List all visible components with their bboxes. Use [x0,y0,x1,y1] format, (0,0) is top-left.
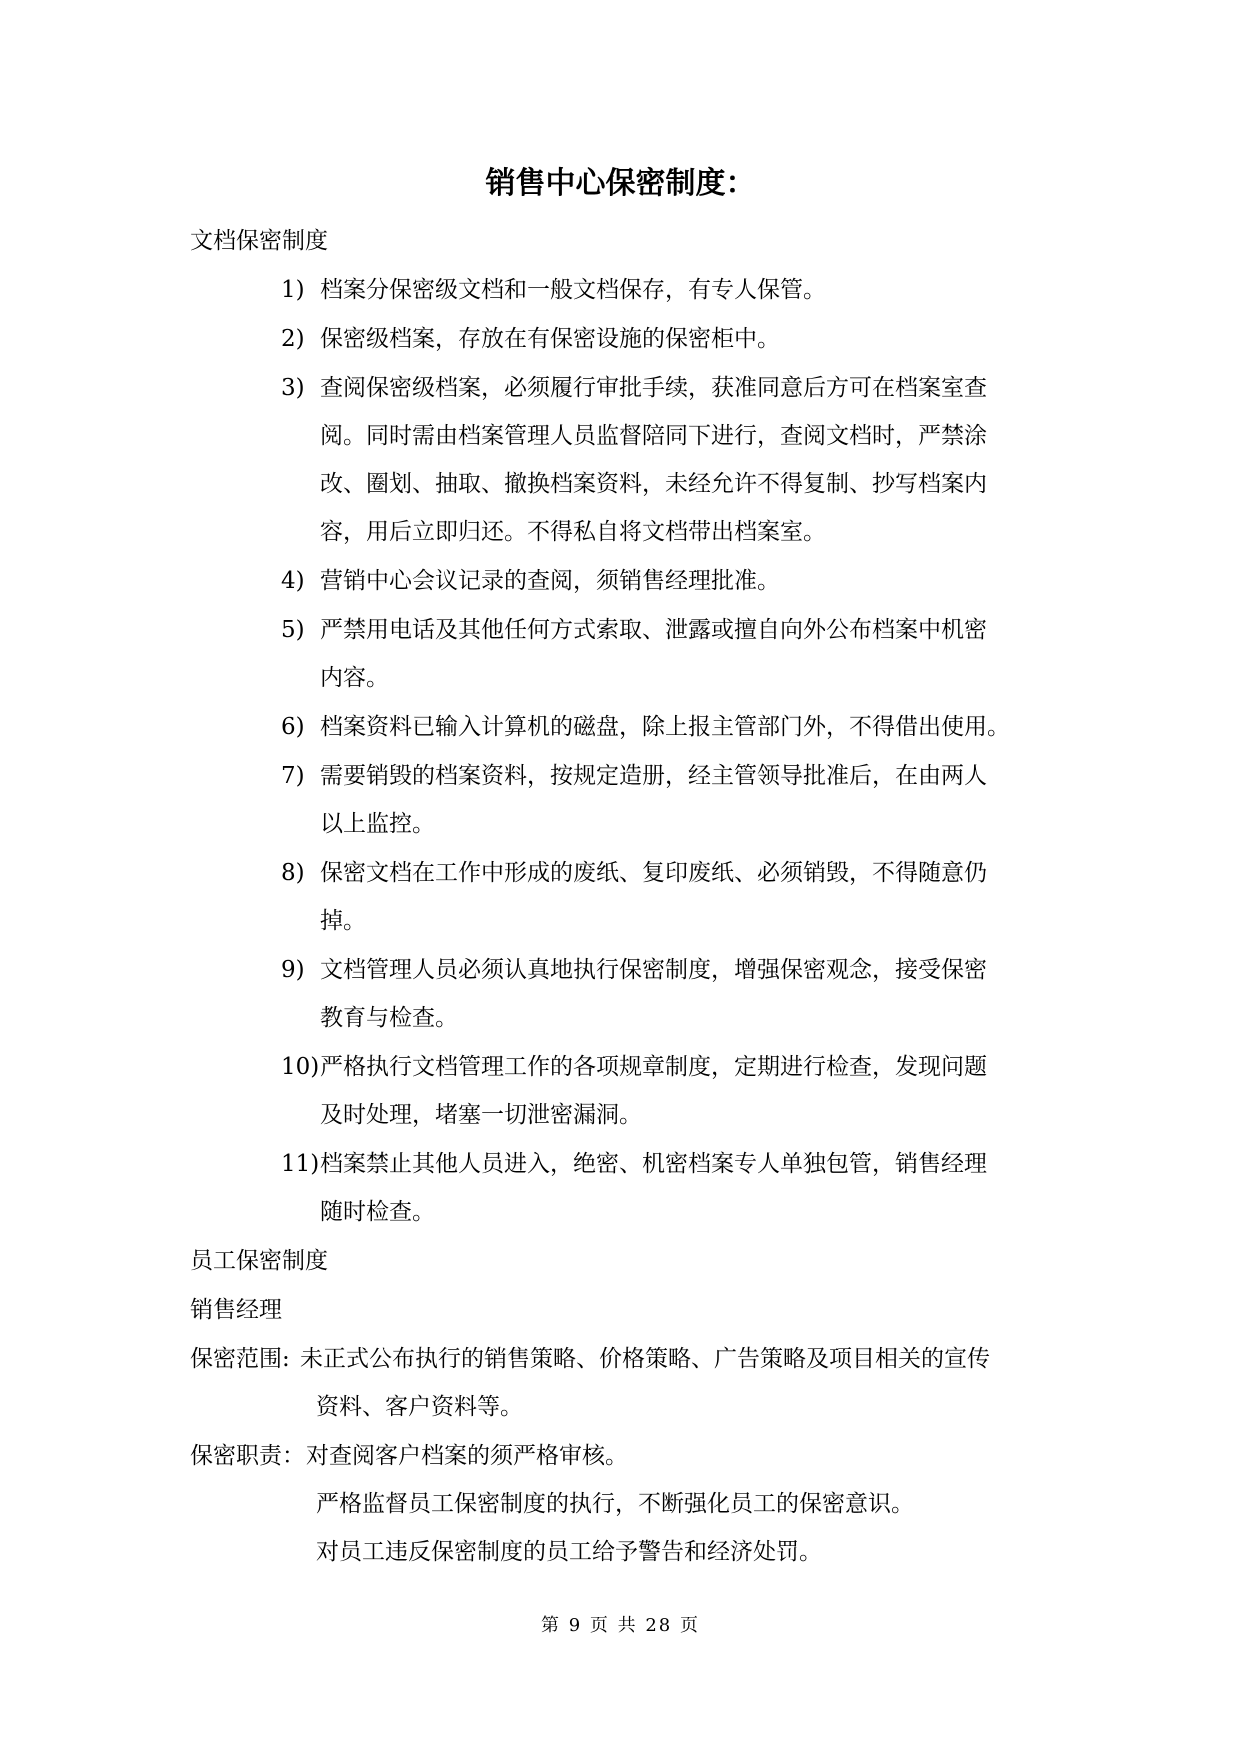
item-text-continued: 随时检查。 [320,1199,435,1225]
item-number: 6) [281,714,305,740]
duty-text: 对查阅客户档案的须严格审核。 [306,1443,628,1469]
duty-label: 保密职责： [190,1443,305,1469]
item-number: 9) [281,957,305,983]
item-text-continued: 内容。 [320,665,389,691]
scope-text: 未正式公布执行的销售策略、价格策略、广告策略及项目相关的宣传 [300,1346,990,1372]
item-number: 10) [281,1054,320,1080]
scope-label: 保密范围: [190,1346,290,1372]
item-text: 档案分保密级文档和一般文档保存，有专人保管。 [320,277,826,303]
section-heading-staff: 员工保密制度 [190,1248,328,1274]
role-heading: 销售经理 [190,1297,282,1323]
item-number: 7) [281,763,305,789]
item-text: 保密级档案，存放在有保密设施的保密柜中。 [320,326,780,352]
item-text-continued: 及时处理，堵塞一切泄密漏洞。 [320,1102,642,1128]
item-text: 查阅保密级档案，必须履行审批手续，获准同意后方可在档案室查 [320,375,987,401]
page-number-footer: 第 9 页 共 28 页 [541,1615,700,1636]
item-text-continued: 改、圈划、抽取、撤换档案资料，未经允许不得复制、抄写档案内 [320,471,987,497]
duty-text: 严格监督员工保密制度的执行，不断强化员工的保密意识。 [316,1491,914,1517]
item-number: 3) [281,375,305,401]
duty-text: 对员工违反保密制度的员工给予警告和经济处罚。 [316,1539,822,1565]
scope-text-continued: 资料、客户资料等。 [316,1394,523,1420]
item-text: 严禁用电话及其他任何方式索取、泄露或擅自向外公布档案中机密 [320,617,987,643]
page-title: 销售中心保密制度： [485,166,756,201]
item-text: 营销中心会议记录的查阅，须销售经理批准。 [320,568,780,594]
item-text-continued: 阅。同时需由档案管理人员监督陪同下进行，查阅文档时，严禁涂 [320,423,987,449]
item-text: 文档管理人员必须认真地执行保密制度，增强保密观念，接受保密 [320,957,987,983]
item-text-continued: 容，用后立即归还。不得私自将文档带出档案室。 [320,519,826,545]
item-text-continued: 以上监控。 [320,811,435,837]
item-text: 档案资料已输入计算机的磁盘，除上报主管部门外，不得借出使用。 [320,714,1010,740]
item-number: 5) [281,617,305,643]
item-number: 8) [281,860,305,886]
item-text-continued: 教育与检查。 [320,1005,458,1031]
item-number: 1) [281,277,305,303]
item-number: 11) [281,1151,320,1177]
item-number: 4) [281,568,305,594]
item-text: 保密文档在工作中形成的废纸、复印废纸、必须销毁，不得随意仍 [320,860,987,886]
section-heading-documents: 文档保密制度 [190,228,328,254]
item-text: 档案禁止其他人员进入，绝密、机密档案专人单独包管，销售经理 [320,1151,987,1177]
item-text: 需要销毁的档案资料，按规定造册，经主管领导批准后，在由两人 [320,763,987,789]
item-number: 2) [281,326,305,352]
item-text-continued: 掉。 [320,908,366,934]
item-text: 严格执行文档管理工作的各项规章制度，定期进行检查，发现问题 [320,1054,987,1080]
